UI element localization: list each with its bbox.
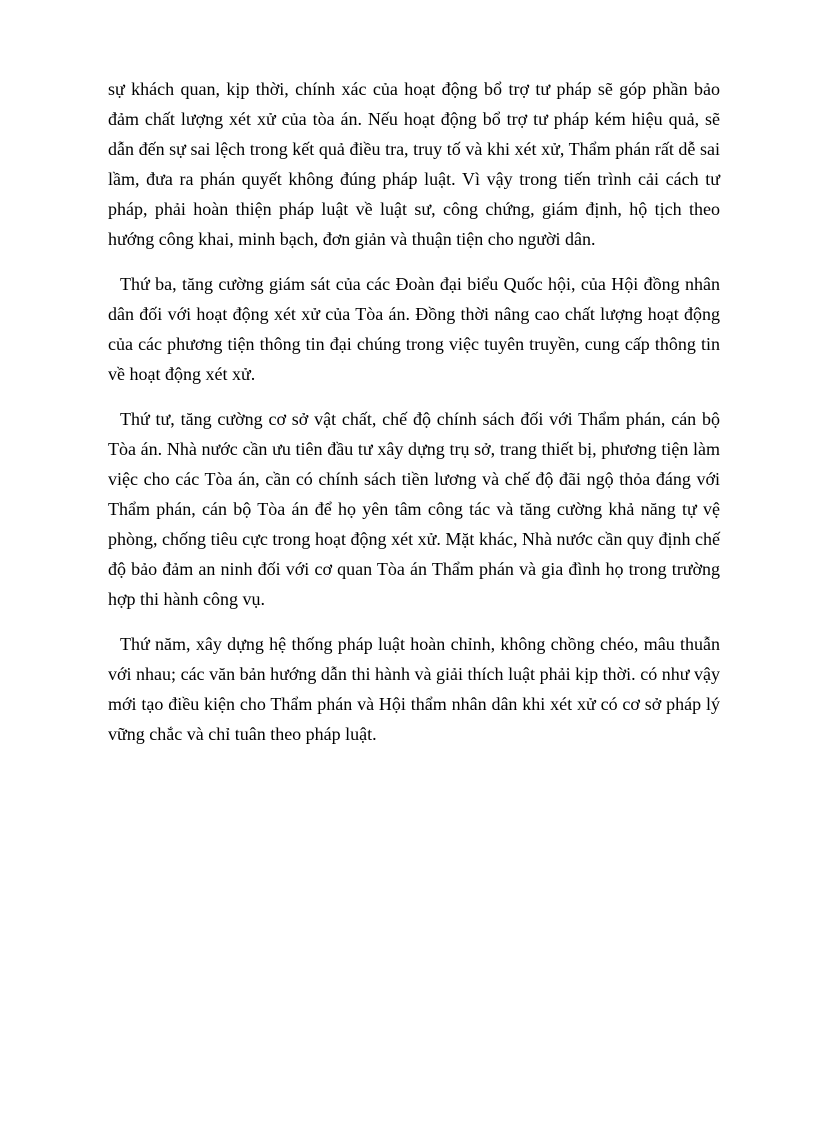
paragraph-3: Thứ tư, tăng cường cơ sở vật chất, chế độ chính sách đối với Thẩm phán, cán bộ Tòa án. Nhà nước cần ưu tiên đầu tư xây dựng trụ sở, trang thiết bị, phương tiện làm việc cho các Tòa án, cần có chính sách tiền lương và chế độ đãi ngộ thỏa đáng với Thẩm phán, cán bộ Tòa án để họ yên tâm công tác và tăng cường khả năng tự vệ phòng, chống tiêu cực trong hoạt động xét xử. Mặt khác, Nhà nước cần quy định chế độ bảo đảm an ninh đối với cơ quan Tòa án Thẩm phán và gia đình họ trong trường hợp thi hành công vụ. bbox=[108, 409, 720, 609]
paragraph-2: Thứ ba, tăng cường giám sát của các Đoàn đại biểu Quốc hội, của Hội đồng nhân dân đối với hoạt động xét xử của Tòa án. Đồng thời nâng cao chất lượng hoạt động của các phương tiện thông tin đại chúng trong việc tuyên truyền, cung cấp thông tin về hoạt động xét xử. bbox=[108, 274, 720, 384]
paragraph-4: Thứ năm, xây dựng hệ thống pháp luật hoàn chỉnh, không chồng chéo, mâu thuẫn với nhau; các văn bản hướng dẫn thi hành và giải thích luật phải kịp thời. có như vậy mới tạo điều kiện cho Thẩm phán và Hội thẩm nhân dân khi xét xử có cơ sở pháp lý vững chắc và chỉ tuân theo pháp luật. bbox=[108, 634, 720, 744]
paragraph-1: sự khách quan, kịp thời, chính xác của hoạt động bổ trợ tư pháp sẽ góp phần bảo đảm chất lượng xét xử của tòa án. Nếu hoạt động bổ trợ tư pháp kém hiệu quả, sẽ dẫn đến sự sai lệch trong kết quả điều tra, truy tố và khi xét xử, Thẩm phán rất dễ sai lầm, đưa ra phán quyết không đúng pháp luật. Vì vậy trong tiến trình cải cách tư pháp, phải hoàn thiện pháp luật về luật sư, công chứng, giám định, hộ tịch theo hướng công khai, minh bạch, đơn giản và thuận tiện cho người dân. bbox=[108, 79, 720, 249]
document-body bbox=[108, 74, 720, 764]
